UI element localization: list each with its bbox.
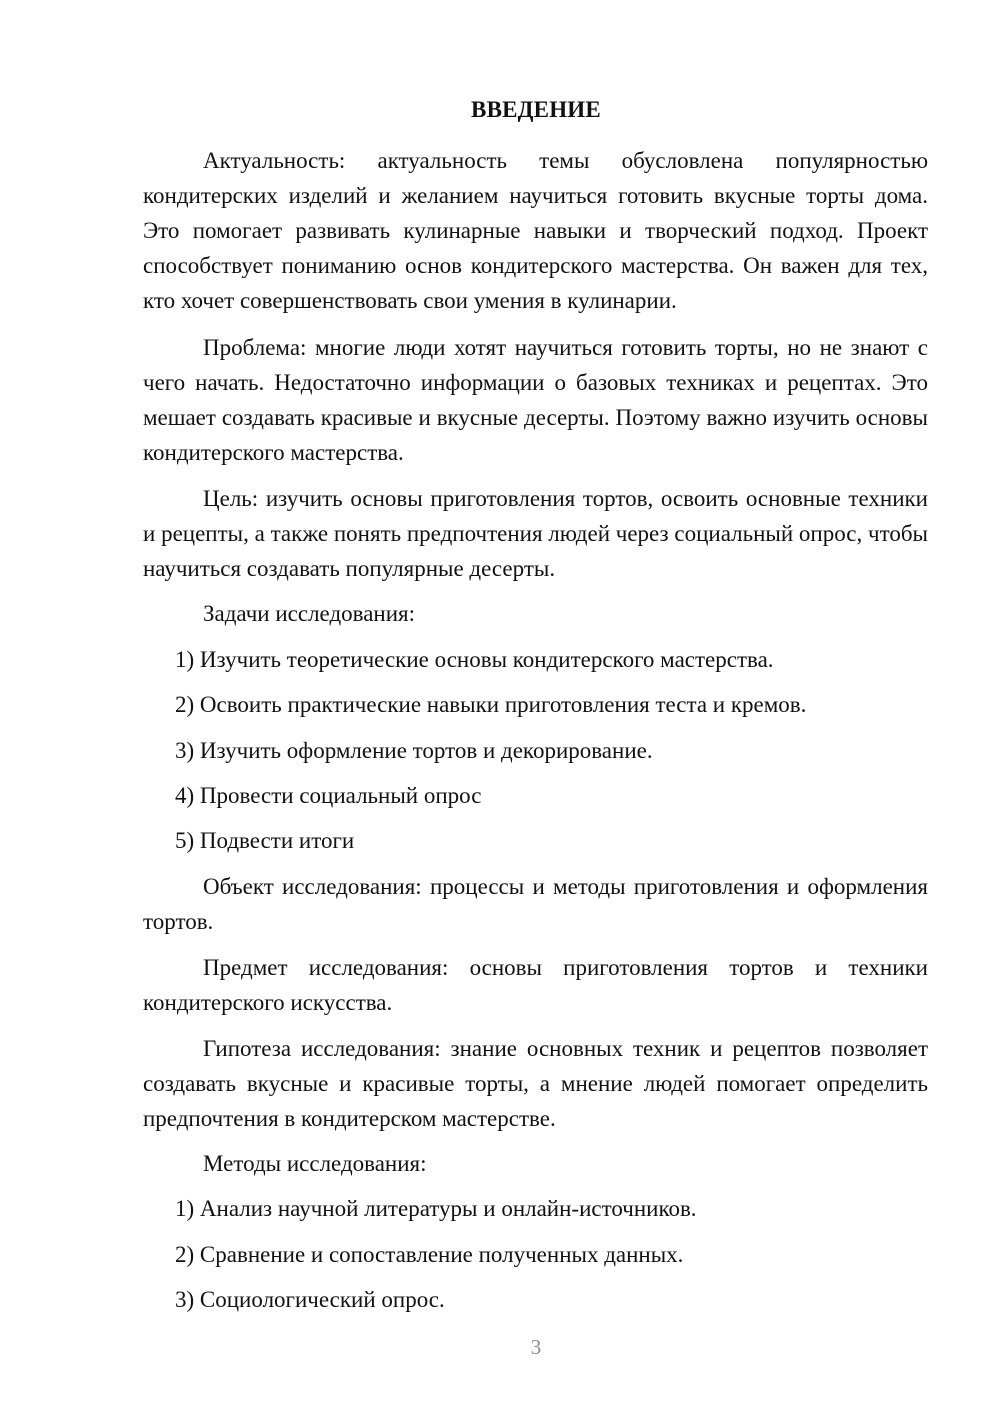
- method-item: 2) Сравнение и сопоставление полученных данных.: [175, 1242, 684, 1267]
- tasks-heading: Задачи исследования:: [203, 601, 416, 626]
- subject-paragraph: Предмет исследования: основы приготовления тортов и техники кондитерского искусства.: [143, 955, 928, 1015]
- problem-paragraph: Проблема: многие люди хотят научиться готовить торты, но не знают с чего начать. Недостаточно информации о базовых техниках и рецептах. Это мешает создавать красивые и вкусные десерты. Поэтому важно изучить основы кондитерского мастерства.: [143, 335, 928, 465]
- method-item: 1) Анализ научной литературы и онлайн-источников.: [175, 1196, 697, 1221]
- task-item: 2) Освоить практические навыки приготовления теста и кремов.: [175, 692, 807, 717]
- section-title: ВВЕДЕНИЕ: [471, 97, 601, 122]
- page-number: 3: [530, 1335, 542, 1359]
- relevance-paragraph: Актуальность: актуальность темы обусловлена популярностью кондитерских изделий и желанием научиться готовить вкусные торты дома. Это помогает развивать кулинарные навыки и творческий подход. Проект способствует пониманию основ кондитерского мастерства. Он важен для тех, кто хочет совершенствовать свои умения в кулинарии.: [143, 148, 928, 313]
- task-item: 1) Изучить теоретические основы кондитерского мастерства.: [175, 647, 774, 672]
- method-item: 3) Социологический опрос.: [175, 1287, 445, 1312]
- task-item: 3) Изучить оформление тортов и декорирование.: [175, 738, 653, 763]
- object-paragraph: Объект исследования: процессы и методы приготовления и оформления тортов.: [143, 874, 928, 934]
- methods-heading: Методы исследования:: [203, 1151, 427, 1176]
- hypothesis-paragraph: Гипотеза исследования: знание основных техник и рецептов позволяет создавать вкусные и красивые торты, а мнение людей помогает определить предпочтения в кондитерском мастерстве.: [143, 1036, 928, 1131]
- task-item: 5) Подвести итоги: [175, 828, 355, 853]
- goal-paragraph: Цель: изучить основы приготовления тортов, освоить основные техники и рецепты, а также понять предпочтения людей через социальный опрос, чтобы научиться создавать популярные десерты.: [143, 486, 928, 581]
- task-item: 4) Провести социальный опрос: [175, 783, 482, 808]
